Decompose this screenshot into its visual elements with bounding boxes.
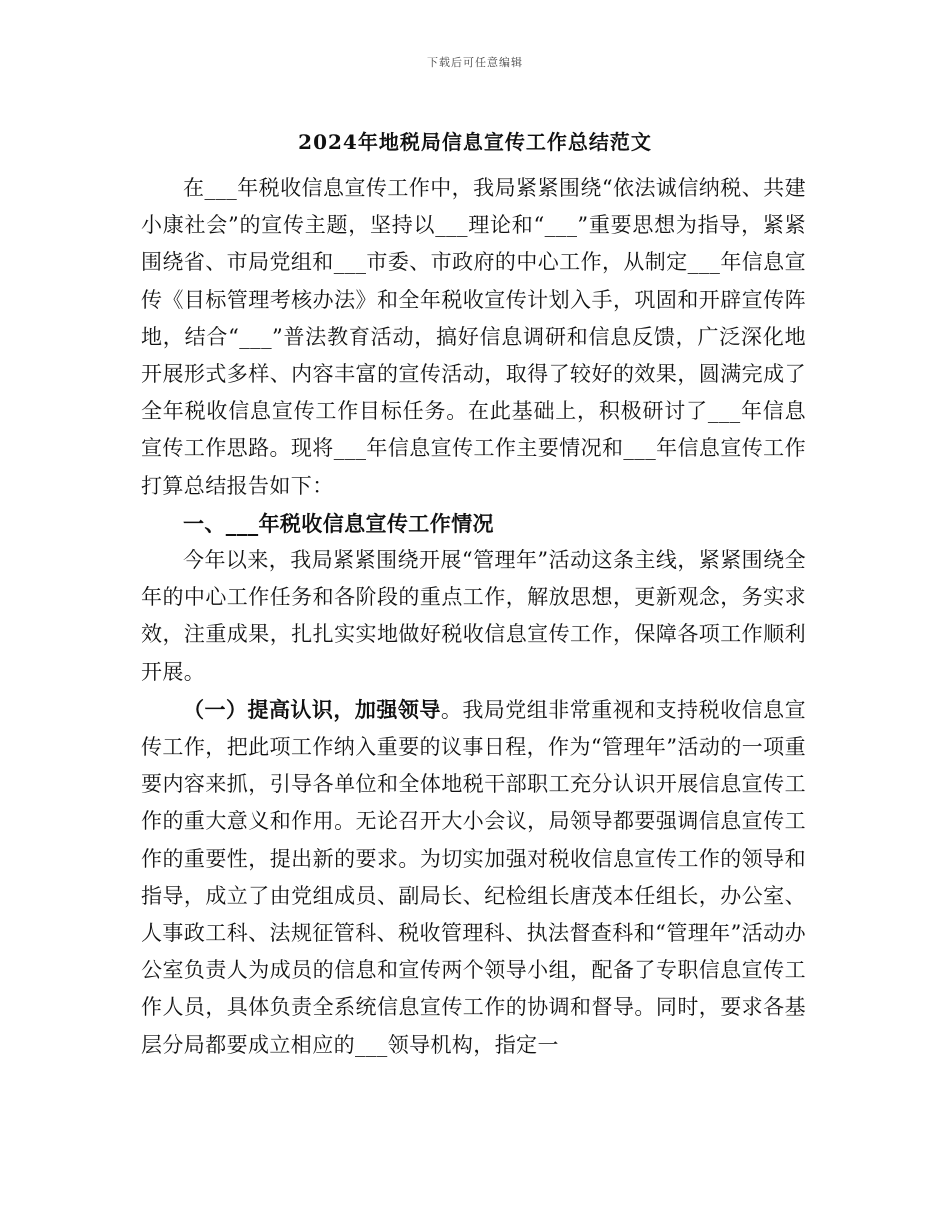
paragraph-leadership-text: 。我局党组非常重视和支持税收信息宣传工作，把此项工作纳入重要的议事日程，作为“管理年”活动的一项重要内容来抓，引导各单位和全体地税干部职工充分认识开展信息宣传工作的重大意义和作用。无论召开大小会议，局领导都要强调信息宣传工作的重要性，提出新的要求。为切实加强对税收信息宣传工作的领导和指导，成立了由党组成员、副局长、纪检组长唐茂本任组长，办公室、人事政工科、法规征管科、税收管理科、执法督查科和“管理年”活动办公室负责人为成员的信息和宣传两个领导小组，配备了专职信息宣传工作人员，具体负责全系统信息宣传工作的协调和督导。同时，要求各基层分局都要成立相应的___领导机构，指定一	[141, 697, 806, 1057]
document-body	[141, 170, 806, 1064]
section-heading-1: 一、___年税收信息宣传工作情况	[183, 510, 494, 536]
paragraph-leadership	[141, 691, 806, 1064]
document-title: 2024年地税局信息宣传工作总结范文	[298, 130, 652, 154]
paragraph-intro: 在___年税收信息宣传工作中，我局紧紧围绕“依法诚信纳税、共建小康社会”的宣传主题，坚持以___理论和“___”重要思想为指导，紧紧围绕省、市局党组和___市委、市政府的中心工作，从制定___年信息宣传《目标管理考核办法》和全年税收宣传计划入手，巩固和开辟宣传阵地，结合“___”普法教育活动，搞好信息调研和信息反馈，广泛深化地开展形式多样、内容丰富的宣传活动，取得了较好的效果，圆满完成了全年税收信息宣传工作目标任务。在此基础上，积极研讨了___年信息宣传工作思路。现将___年信息宣传工作主要情况和___年信息宣传工作打算总结报告如下：	[141, 176, 806, 498]
paragraph-overview: 今年以来，我局紧紧围绕开展“管理年”活动这条主线，紧紧围绕全年的中心工作任务和各阶段的重点工作，解放思想，更新观念，务实求效，注重成果，扎扎实实地做好税收信息宣传工作，保障各项工作顺利开展。	[141, 548, 806, 684]
header-note: 下载后可任意编辑	[427, 56, 523, 69]
subsection-heading-1: （一）提高认识，加强领导	[183, 696, 441, 722]
